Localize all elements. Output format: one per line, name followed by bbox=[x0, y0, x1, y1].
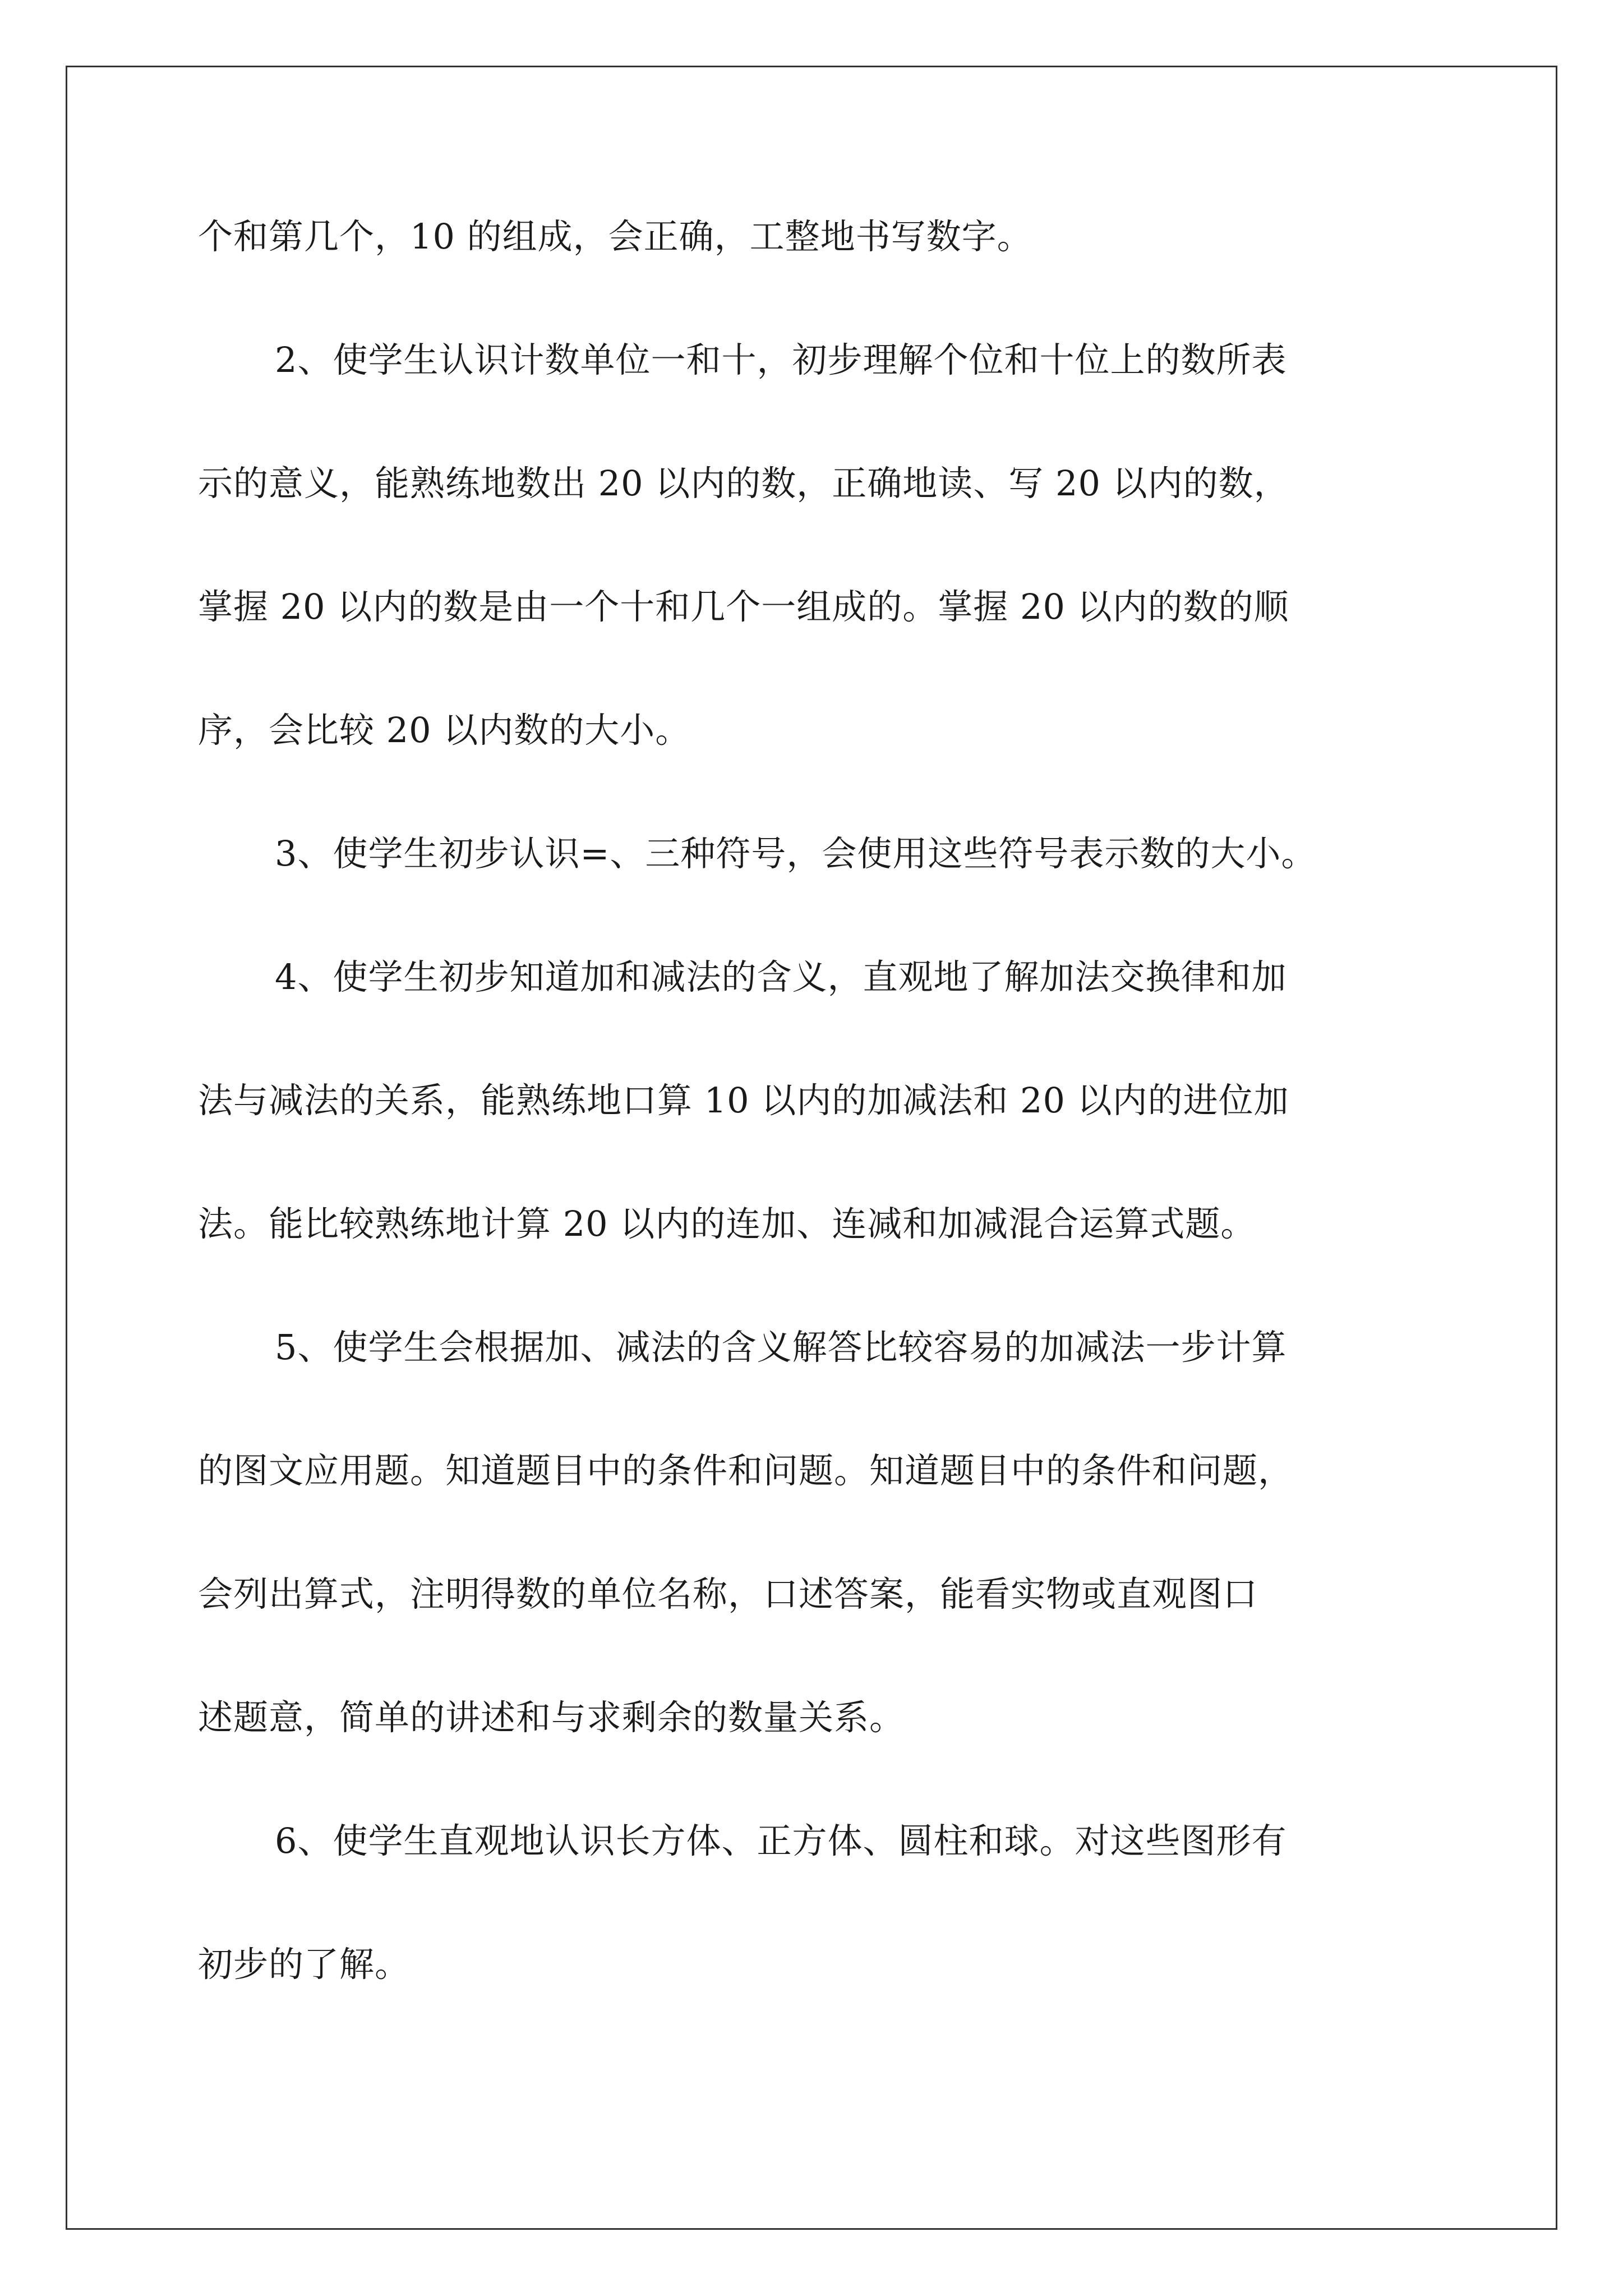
text-line: 4、使学生初步知道加和减法的含义，直观地了解加法交换律和加 bbox=[275, 956, 1287, 997]
text-line: 5、使学生会根据加、减法的含义解答比较容易的加减法一步计算 bbox=[275, 1327, 1287, 1368]
page-border bbox=[66, 66, 1557, 2230]
text-line: 掌握 20 以内的数是由一个十和几个一组成的。掌握 20 以内的数的顺 bbox=[198, 586, 1289, 627]
text-line: 法与减法的关系，能熟练地口算 10 以内的加减法和 20 以内的进位加 bbox=[198, 1080, 1289, 1121]
text-line: 述题意，简单的讲述和与求剩余的数量关系。 bbox=[198, 1697, 905, 1738]
text-line: 示的意义，能熟练地数出 20 以内的数，正确地读、写 20 以内的数， bbox=[198, 463, 1289, 504]
text-line: 3、使学生初步认识=、三种符号，会使用这些符号表示数的大小。 bbox=[275, 833, 1317, 874]
text-line: 初步的了解。 bbox=[198, 1944, 411, 1985]
text-line: 会列出算式，注明得数的单位名称，口述答案，能看实物或直观图口 bbox=[198, 1573, 1258, 1614]
text-line: 个和第几个，10 的组成，会正确，工整地书写数字。 bbox=[198, 216, 1032, 257]
text-line: 2、使学生认识计数单位一和十，初步理解个位和十位上的数所表 bbox=[275, 339, 1287, 380]
text-line: 6、使学生直观地认识长方体、正方体、圆柱和球。对这些图形有 bbox=[275, 1820, 1287, 1861]
text-line: 的图文应用题。知道题目中的条件和问题。知道题目中的条件和问题， bbox=[198, 1450, 1294, 1491]
text-line: 法。能比较熟练地计算 20 以内的连加、连减和加减混合运算式题。 bbox=[198, 1203, 1256, 1244]
text-line: 序，会比较 20 以内数的大小。 bbox=[198, 710, 691, 751]
